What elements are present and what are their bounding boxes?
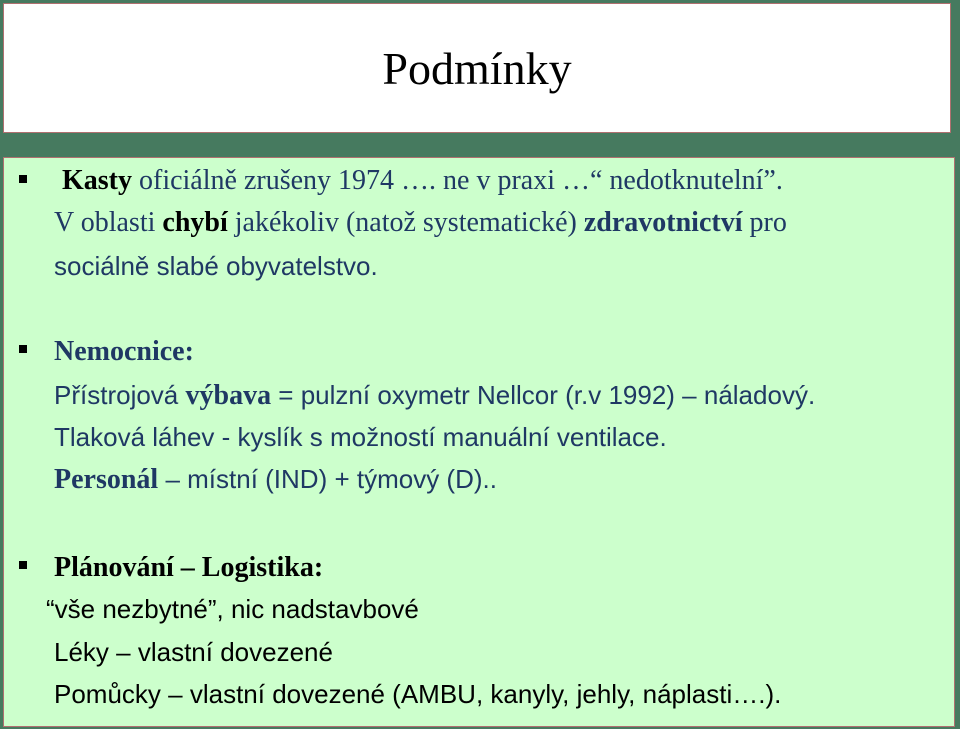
content-box	[3, 157, 955, 727]
oblasti-text: V oblasti	[54, 207, 163, 238]
section3-line3: Pomůcky – vlastní dovezené (AMBU, kanyly, jehly, náplasti….).	[54, 679, 782, 709]
nedotknutelni-quote: “ nedotknutelní”.	[589, 165, 783, 196]
section1-line2	[54, 209, 787, 237]
section2-line2: Tlaková láhev - kyslík s možností manuální ventilace.	[54, 422, 667, 452]
title-box	[3, 3, 951, 133]
section1-line1	[62, 167, 783, 195]
bullet-square-icon	[19, 345, 27, 353]
kasty-bold: Kasty	[62, 165, 132, 196]
slide-title: Podmínky	[382, 43, 572, 94]
planovani-heading: Plánování – Logistika:	[54, 552, 324, 583]
oxymetr-text: = pulzní oxymetr Nellcor (r.v 1992) – náladový.	[271, 380, 816, 410]
section1-line3: sociálně slabé obyvatelstvo.	[54, 251, 378, 281]
kasty-text: oficiálně zrušeny 1974 …. ne v praxi …	[132, 165, 590, 196]
jakekoliv-text: jakékoliv (natož systematické)	[227, 207, 584, 238]
section2-heading	[54, 338, 194, 366]
personal-text: – místní (IND) + týmový (D)..	[158, 464, 497, 494]
section3-line1: “vše nezbytné”, nic nadstavbové	[46, 594, 419, 624]
bullet-square-icon	[19, 561, 27, 569]
personal-bold: Personál	[54, 464, 159, 495]
section2-line3	[54, 466, 497, 494]
nemocnice-heading: Nemocnice:	[54, 336, 194, 367]
vybava-bold: výbava	[185, 380, 272, 411]
bullet-square-icon	[19, 175, 27, 183]
section3-line2: Léky – vlastní dovezené	[54, 637, 333, 667]
pro-text: pro	[742, 207, 787, 238]
section3-heading	[54, 554, 323, 582]
section2-line1	[54, 382, 815, 410]
chybi-bold: chybí	[162, 207, 228, 238]
pristrojova-text: Přístrojová	[54, 380, 186, 410]
zdravotnictvi-bold: zdravotnictví	[583, 207, 743, 238]
